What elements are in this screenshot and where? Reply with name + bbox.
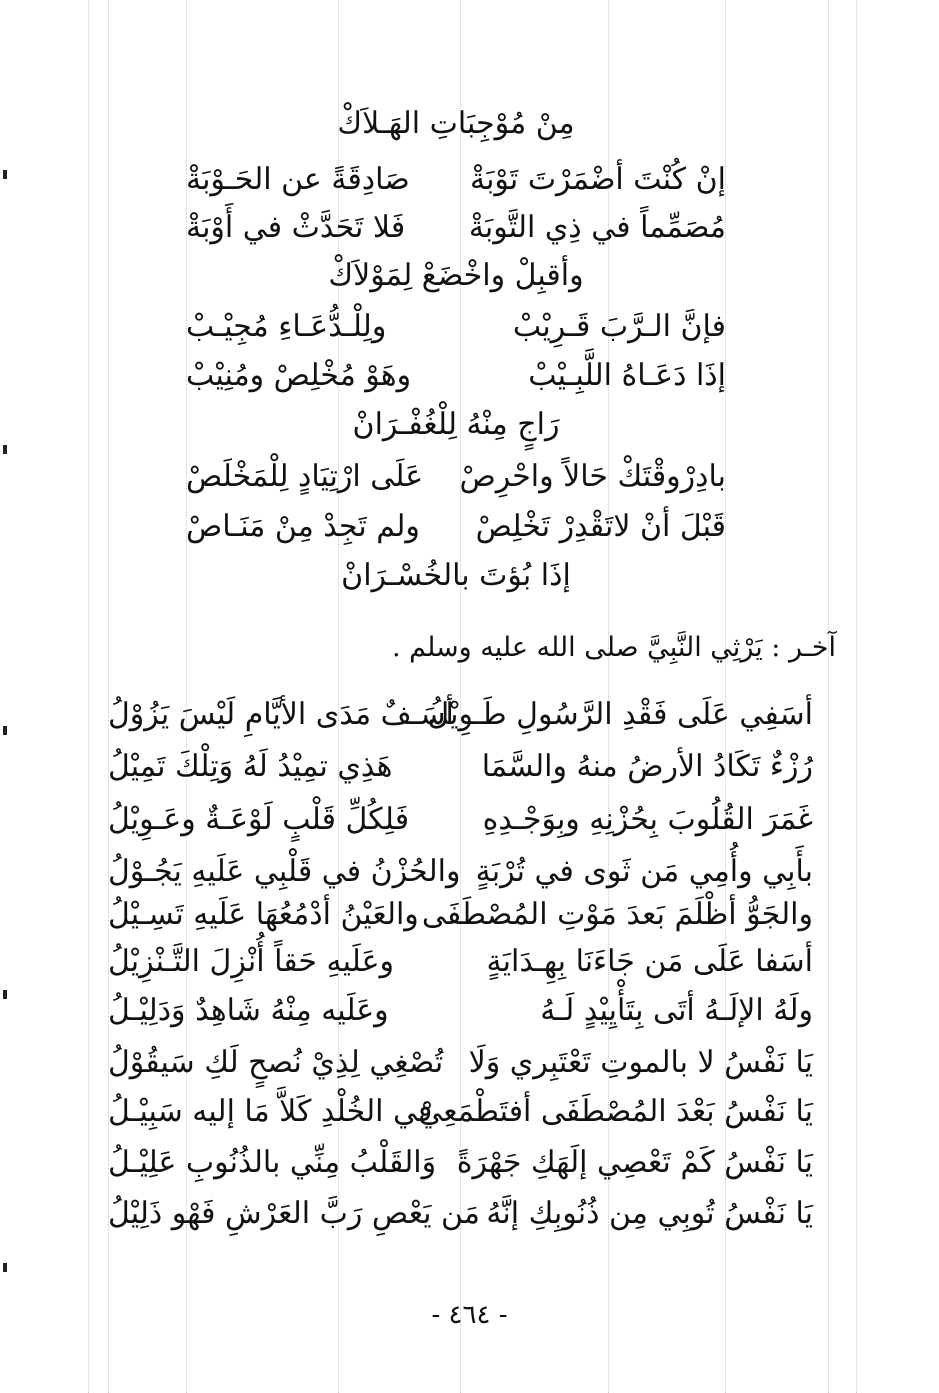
margin-mark — [3, 1263, 7, 1272]
poem-line-single: رَاجٍ مِنْهُ لِلْغُفْـرَانْ — [352, 407, 560, 442]
second-hemistich: عَلَى ارْتِيَادٍ لِلْمَخْلَصْ — [186, 459, 424, 494]
second-hemistich: هَذِي تمِيْدُ لَهُ وَتِلْكَ تَمِيْلُ — [108, 749, 393, 784]
poem-line-single: إذَا بُؤتَ بالخُسْـرَانْ — [341, 558, 571, 593]
first-hemistich: قَبْلَ أنْ لاتَقْدِرْ تَخْلِصْ — [475, 509, 726, 544]
second-hemistich: والحُزْنُ في قَلْبِي عَلَيهِ يَجُـوْلُ — [108, 854, 461, 889]
guide-line — [88, 0, 89, 1393]
page-number: - ٤٦٤ - — [431, 1300, 508, 1330]
first-hemistich: رُزْءٌ تَكَادُ الأرضُ منهُ والسَّمَا — [481, 749, 813, 784]
first-hemistich: أسَفِي عَلَى فَقْدِ الرَّسُولِ طَـوِيْلُ — [427, 697, 813, 732]
second-hemistich: ولم تَجِدْ مِنْ مَنَـاصْ — [186, 509, 420, 544]
margin-mark — [3, 445, 7, 454]
second-hemistich: وعَلَيه مِنْهُ شَاهِدٌ وَدَلِيْـلُ — [108, 993, 389, 1028]
guide-line — [828, 0, 829, 1393]
second-hemistich: والعَيْنُ أدْمُعُهَا عَلَيهِ تَسِـيْلُ — [108, 897, 419, 932]
second-hemistich: وعَلَيهِ حَقاً أُنْزِلَ التَّـنْزِيْلُ — [108, 944, 394, 979]
second-hemistich: تُصْغِي لِذِيْ نُصحٍ لَكِ سَيقُوْلُ — [108, 1045, 444, 1080]
guide-line — [856, 0, 857, 1393]
first-hemistich: بأَبِي وأُمِي مَن ثَوى في تُرْبَةٍ — [475, 854, 813, 889]
first-hemistich: إذَا دَعَـاهُ اللَّبِـيْبْ — [528, 358, 726, 393]
second-hemistich: ولِلْـدُّعَـاءِ مُجِيْـبْ — [186, 309, 387, 344]
second-hemistich: صَادِقَةً عن الحَـوْبَةْ — [186, 162, 410, 197]
poem-line-single: وأقبِلْ واخْضَعْ لِمَوْلاَكْ — [328, 258, 584, 293]
first-hemistich: فإنَّ الـرَّبَ قَـرِيْبْ — [512, 309, 726, 344]
margin-mark — [3, 726, 7, 735]
second-hemistich: وهَوْ مُخْلِصْ ومُنِيْبْ — [186, 358, 412, 393]
first-hemistich: إنْ كُنْتَ أضْمَرْتَ تَوْبَةْ — [470, 162, 726, 197]
margin-mark — [3, 990, 7, 999]
second-hemistich: وَالقَلْبُ مِنِّي بالذُنُوبِ عَلِيْـلُ — [108, 1145, 437, 1180]
first-hemistich: يَا نَفْسُ لا بالموتِ تَعْتَبِري وَلَا — [468, 1045, 813, 1080]
second-hemistich: فَلِكُلِّ قَلْبٍ لَوْعَـةٌ وعَـوِيْلُ — [108, 802, 410, 837]
second-hemistich: أسَـفٌ مَدَى الأيَّامِ لَيْسَ يَزُوْلُ — [108, 697, 454, 732]
first-hemistich: يَا نَفْسُ تُوبِي مِن ذُنُوبِكِ إنَّهُ — [486, 1196, 813, 1231]
second-hemistich: في الخُلْدِ كَلاَّ مَا إليه سَبِيْـلُ — [108, 1094, 433, 1129]
first-hemistich: يَا نَفْسُ بَعْدَ المُصْطَفَى أفتَطْمَعِيْ — [418, 1094, 813, 1129]
poem-intro: آخـر : يَرْثِي النَّبِيَّ صلى الله عليه وسلم . — [391, 632, 836, 663]
first-hemistich: بادِرْوقْتَكْ حَالاً واحْرِصْ — [459, 459, 726, 494]
first-hemistich: يَا نَفْسُ كَمْ تَعْصِي إلَهَكِ جَهْرَةً — [456, 1145, 813, 1180]
first-hemistich: ولَهُ الإلَـهُ أتَى بِتَأْيِيْدٍ لَـهُ — [540, 993, 813, 1028]
first-hemistich: أسَفا عَلَى مَن جَاءَنَا بِهِـدَايَةٍ — [486, 944, 813, 979]
second-hemistich: مَن يَعْصِ رَبَّ العَرْشِ فَهْو ذَلِيْلُ — [108, 1196, 480, 1231]
margin-mark — [3, 170, 7, 179]
first-hemistich: والجَوُّ أظْلَمَ بَعدَ مَوْتِ المُصْطَفَى — [421, 897, 813, 932]
first-hemistich: مُصَمِّماً في ذِي التَّوبَةْ — [468, 210, 726, 245]
poem-line-single: مِنْ مُوْجِبَاتِ الهَـلاَكْ — [337, 106, 575, 141]
first-hemistich: غَمَرَ القُلُوبَ بِحُزْنِهِ وبِوَجْـدِهِ — [482, 802, 813, 837]
second-hemistich: فَلا تَحَدَّثْ في أَوْبَةْ — [186, 210, 406, 245]
